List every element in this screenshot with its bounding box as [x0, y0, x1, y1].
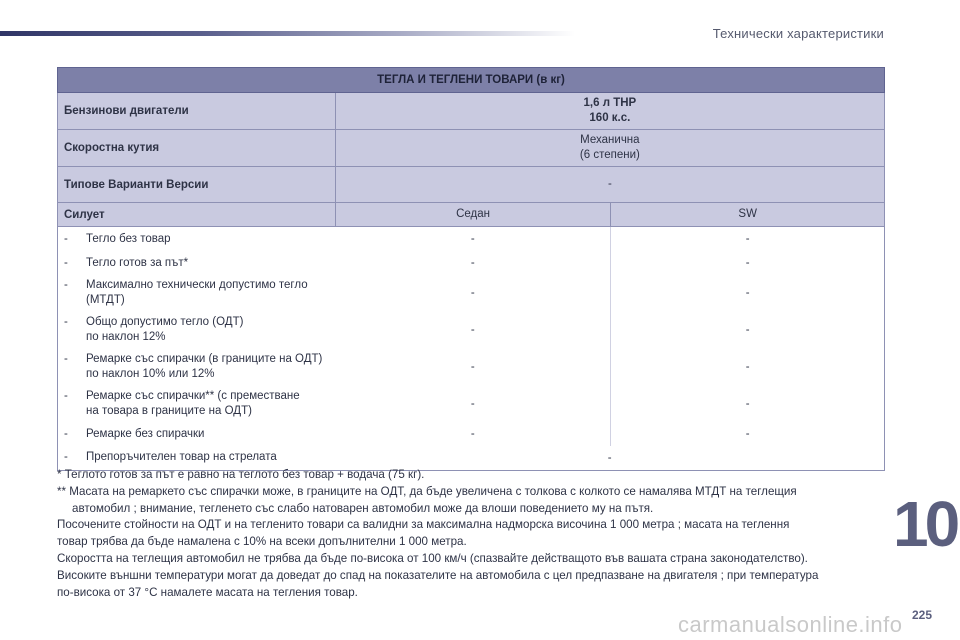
engines-value — [335, 93, 884, 130]
table-title: ТЕГЛА И ТЕГЛЕНИ ТОВАРИ (в кг) — [58, 68, 885, 93]
table-row: - Препоръчителен товар на стрелата - — [58, 446, 885, 471]
body-label: Силует — [58, 203, 336, 227]
paragraph-temperature: Високите външни температури могат да доведат до спад на показателите на автомобила с цел предпазване на двигателя ; при температура по-висока от 37 °C намалете масата на тегления товар. — [57, 568, 819, 599]
types-value: - — [335, 167, 884, 203]
dash-bullet: - — [64, 256, 68, 269]
types-label: Типове Варианти Версии — [58, 167, 336, 203]
engines-label: Бензинови двигатели — [58, 93, 336, 130]
table-title-row — [58, 68, 885, 93]
dash-bullet: - — [64, 427, 68, 440]
chapter-number: 10 — [893, 488, 957, 560]
engine-power: 160 к.с. — [589, 112, 631, 124]
paragraph-speed: Скоростта на теглещия автомобил не трябва да бъде по-висока от 100 км/ч (спазвайте действащото във вашата страна законодателство). — [57, 551, 808, 565]
dash-bullet: - — [64, 353, 68, 365]
notes — [57, 467, 887, 601]
body-sw: SW — [611, 203, 885, 227]
gearbox-label: Скоростна кутия — [58, 130, 336, 167]
table-row: - Тегло без товар - - — [58, 227, 885, 252]
header-gradient-bar — [0, 31, 575, 36]
body-sedan: Седан — [335, 203, 611, 227]
body-row — [58, 203, 885, 227]
table-row: - Максимално технически допустимо тегло (МТДТ) - - — [58, 275, 885, 312]
footnote-2: ** Масата на ремаркето със спирачки може, в границите на ОДТ, да бъде увеличена с толкова с колкото се намалява МТДТ на теглещия — [57, 484, 797, 498]
dash-bullet: - — [64, 316, 68, 328]
gearbox-value — [335, 130, 884, 167]
engine-name: 1,6 л THP — [583, 97, 637, 109]
footnote-1: * Теглото готов за път е равно на теглото без товар + водача (75 кг). — [57, 468, 425, 481]
weights-table — [57, 67, 885, 471]
gearbox-row — [58, 130, 885, 167]
table-row: - Общо допустимо тегло (ОДТ) по наклон 12% - - — [58, 312, 885, 349]
dash-bullet: - — [64, 390, 68, 402]
table-row: - Тегло готов за път* - - — [58, 252, 885, 275]
page-number: 225 — [912, 608, 933, 622]
table-row: - Ремарке със спирачки** (с преместване на товара в границите на ОДТ) - - — [58, 386, 885, 423]
gearbox-type: Механична — [580, 134, 640, 146]
dash-bullet: - — [64, 451, 68, 464]
paragraph-altitude: Посочените стойности на ОДТ и на тегленито товари са валидни за максимална надморска височина 1 000 метра ; масата на теглення товар трябва да бъде намалена с 10% на всеки допълнителни 1 000 метра. — [57, 518, 790, 549]
table-row: - Ремарке без спирачки - - — [58, 423, 885, 446]
types-row — [58, 167, 885, 203]
engines-row — [58, 93, 885, 130]
dash-bullet: - — [64, 232, 68, 245]
dash-bullet: - — [64, 279, 68, 291]
table-row: - Ремарке със спирачки (в границите на ОДТ) по наклон 10% или 12% - - — [58, 349, 885, 386]
footnote-2-cont: автомобил ; внимание, тегленето със слабо натоварен автомобил може да влоши поведението му на пътя. — [72, 501, 654, 515]
gearbox-gears: (6 степени) — [579, 149, 640, 161]
watermark: carmanualsonline.info — [678, 612, 903, 637]
section-title: Технически характеристики — [712, 26, 884, 41]
